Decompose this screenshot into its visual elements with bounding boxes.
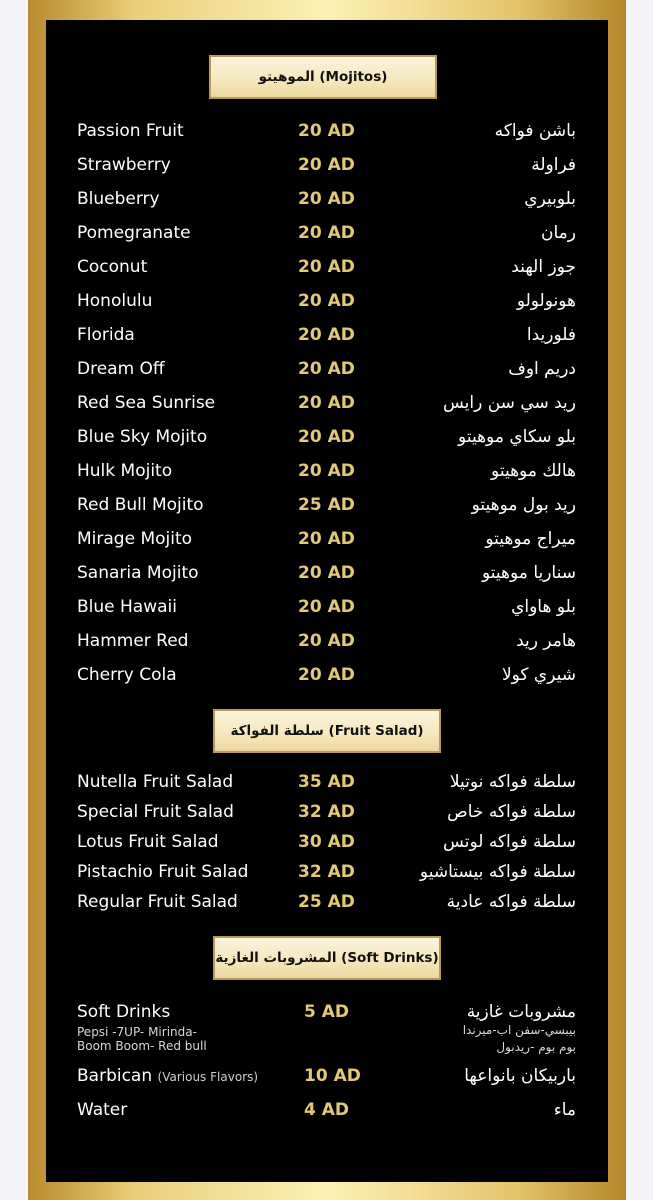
menu-item-barbican	[46, 1061, 608, 1091]
menu-item	[46, 218, 608, 248]
item-name-en: Strawberry	[77, 155, 171, 175]
item-price: 20 AD	[298, 155, 355, 175]
item-name-ar: سلطة فواكه عادية	[446, 892, 576, 912]
item-name-en: Mirage Mojito	[77, 529, 193, 549]
soft-drinks-detail-en: Pepsi -7UP- Mirinda-	[77, 1025, 197, 1039]
item-price: 20 AD	[298, 121, 355, 141]
item-name-en: Florida	[77, 325, 135, 345]
menu-item	[46, 184, 608, 214]
item-price: 30 AD	[298, 832, 355, 852]
menu-item	[46, 558, 608, 588]
menu-item	[46, 320, 608, 350]
item-name-en: Blue Hawaii	[77, 597, 177, 617]
item-name-ar: هامر ريد	[516, 631, 576, 651]
item-name-ar: هالك موهيتو	[491, 461, 576, 481]
item-price: 20 AD	[298, 631, 355, 651]
item-name-en: Cherry Cola	[77, 665, 177, 685]
menu-item	[46, 354, 608, 384]
item-price: 4 AD	[304, 1100, 350, 1120]
item-price: 20 AD	[298, 257, 355, 277]
section-title-mojitos: الموهيتو (Mojitos)	[258, 69, 388, 85]
item-name-en: Coconut	[77, 257, 148, 277]
item-name-ar: سناريا موهيتو	[482, 563, 576, 583]
item-name-ar: ريد سي سن رايس	[442, 393, 576, 413]
item-name-ar: فلوريدا	[526, 325, 576, 345]
item-name-en: Pistachio Fruit Salad	[77, 862, 249, 882]
item-name-ar: سلطة فواكه خاص	[447, 802, 576, 822]
menu-item	[46, 660, 608, 690]
item-price: 20 AD	[298, 563, 355, 583]
item-name-en: Hammer Red	[77, 631, 189, 651]
item-name-ar: ميراج موهيتو	[485, 529, 576, 549]
item-name-en: Regular Fruit Salad	[77, 892, 238, 912]
item-name-ar: فراولة	[531, 155, 576, 175]
soft-drinks-detail-ar: بوم بوم -ريدبول	[496, 1040, 576, 1054]
item-name-ar: مشروبات غازية	[466, 1002, 576, 1022]
section-title-soft-drinks: المشروبات الغازية (Soft Drinks)	[215, 950, 439, 966]
item-name-en: Soft Drinks	[77, 1002, 171, 1022]
gold-frame	[28, 0, 626, 1200]
item-name-ar: دريم اوف	[508, 359, 576, 379]
item-name-en: Red Sea Sunrise	[77, 393, 216, 413]
menu-item	[46, 767, 608, 797]
item-price: 20 AD	[298, 393, 355, 413]
section-header-soft-drinks	[213, 936, 441, 980]
item-price: 20 AD	[298, 291, 355, 311]
item-name-ar: بلوبيري	[524, 189, 576, 209]
item-name-en: Blue Sky Mojito	[77, 427, 208, 447]
item-name-ar: شيري كولا	[501, 665, 576, 685]
barbican-name: Barbican	[77, 1066, 153, 1086]
menu-item	[46, 150, 608, 180]
section-header-fruit-salad	[213, 709, 441, 753]
menu-item	[46, 592, 608, 622]
item-name-ar: سلطة فواكه لوتس	[443, 832, 576, 852]
section-header-mojitos	[209, 55, 437, 99]
item-name-ar: سلطة فواكه بيستاشيو	[419, 862, 576, 882]
menu-item	[46, 626, 608, 656]
item-price: 25 AD	[298, 495, 355, 515]
item-price: 20 AD	[298, 359, 355, 379]
item-price: 10 AD	[304, 1066, 361, 1086]
item-price: 20 AD	[298, 665, 355, 685]
item-price: 20 AD	[298, 529, 355, 549]
item-price: 20 AD	[298, 325, 355, 345]
item-name-en: Nutella Fruit Salad	[77, 772, 234, 792]
item-price: 32 AD	[298, 862, 355, 882]
menu-item	[46, 116, 608, 146]
item-name-ar: رمان	[541, 223, 576, 243]
menu-item	[46, 456, 608, 486]
item-name-en: Dream Off	[77, 359, 165, 379]
menu-item	[46, 422, 608, 452]
item-price: 5 AD	[304, 1002, 350, 1022]
item-name-ar: سلطة فواكه نوتيلا	[449, 772, 576, 792]
item-name-ar: باشن فواكه	[494, 121, 576, 141]
item-name-en	[77, 1061, 258, 1092]
item-name-en: Sanaria Mojito	[77, 563, 199, 583]
menu-item-water	[46, 1095, 608, 1125]
item-price: 35 AD	[298, 772, 355, 792]
item-name-en: Blueberry	[77, 189, 160, 209]
section-title-fruit-salad: سلطة الفواكة (Fruit Salad)	[230, 723, 424, 739]
item-price: 25 AD	[298, 892, 355, 912]
menu-item	[46, 857, 608, 887]
item-name-en: Lotus Fruit Salad	[77, 832, 219, 852]
barbican-note: (Various Flavors)	[157, 1070, 259, 1084]
item-name-ar: ماء	[553, 1100, 576, 1120]
item-price: 20 AD	[298, 189, 355, 209]
item-name-en: Hulk Mojito	[77, 461, 173, 481]
menu-item	[46, 524, 608, 554]
item-name-en: Pomegranate	[77, 223, 191, 243]
menu-item	[46, 887, 608, 917]
item-price: 32 AD	[298, 802, 355, 822]
item-name-ar: باربيكان بانواعها	[464, 1066, 576, 1086]
item-name-en: Red Bull Mojito	[77, 495, 204, 515]
menu-item	[46, 797, 608, 827]
menu-item	[46, 388, 608, 418]
item-name-ar: ريد بول موهيتو	[471, 495, 576, 515]
item-name-en: Water	[77, 1100, 128, 1120]
menu-item	[46, 286, 608, 316]
item-price: 20 AD	[298, 427, 355, 447]
item-name-en: Special Fruit Salad	[77, 802, 234, 822]
item-price: 20 AD	[298, 223, 355, 243]
item-name-ar: هونولولو	[516, 291, 576, 311]
menu-item	[46, 490, 608, 520]
menu-item	[46, 252, 608, 282]
menu-board	[46, 20, 608, 1182]
soft-drinks-detail-ar: بيبسي-سفن اب-ميرندا	[462, 1023, 576, 1037]
item-name-en: Honolulu	[77, 291, 153, 311]
soft-drinks-detail-en: Boom Boom- Red bull	[77, 1039, 207, 1053]
item-name-ar: بلو سكاي موهيتو	[458, 427, 576, 447]
menu-item	[46, 827, 608, 857]
item-name-en: Passion Fruit	[77, 121, 184, 141]
item-price: 20 AD	[298, 597, 355, 617]
item-price: 20 AD	[298, 461, 355, 481]
item-name-ar: بلو هاواي	[511, 597, 576, 617]
item-name-ar: جوز الهند	[511, 257, 576, 277]
